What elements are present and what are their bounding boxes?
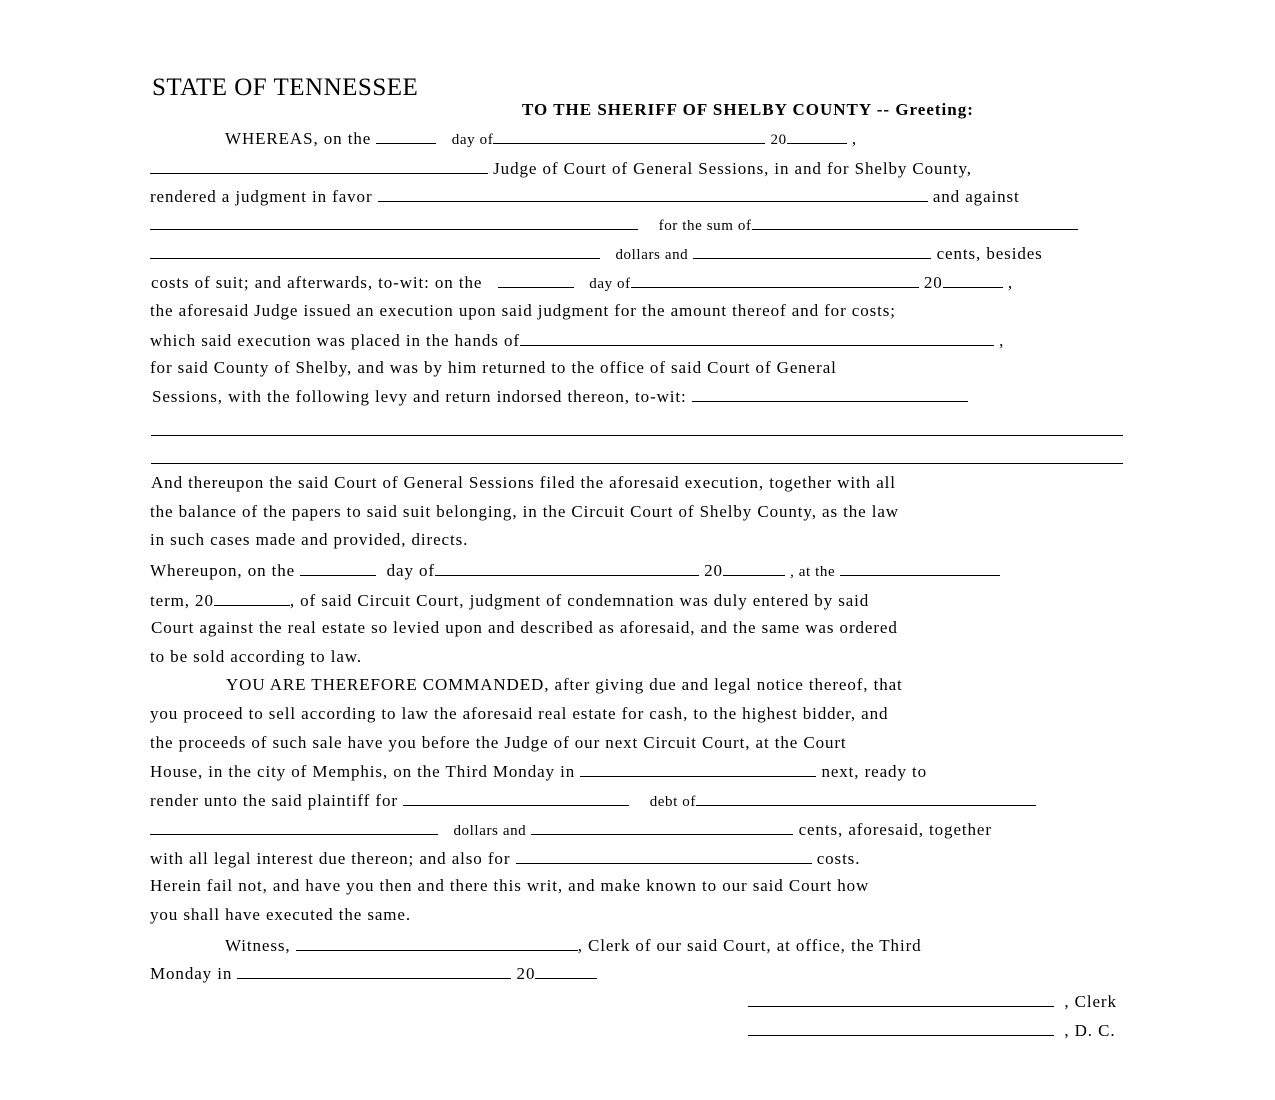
blank-year[interactable]	[787, 128, 847, 144]
monday-in-text: Monday in	[150, 964, 233, 983]
blank-year-2[interactable]	[943, 272, 1003, 288]
levy-rule-1[interactable]	[151, 435, 1123, 436]
dollars-line-2	[150, 819, 992, 841]
monday-line	[150, 963, 597, 984]
to-be-sold-line: to be sold according to law.	[150, 647, 362, 666]
year-prefix-5: 20	[516, 964, 536, 983]
blank-clerk-name[interactable]	[296, 935, 578, 951]
thereupon-line-1: And thereupon the said Court of General Sessions filed the aforesaid execution, together with all	[151, 473, 896, 492]
comma: ,	[851, 129, 857, 148]
thereupon-line-3: in such cases made and provided, directs.	[150, 530, 469, 549]
blank-term[interactable]	[840, 560, 1000, 576]
whereupon-text: Whereupon, on the	[150, 561, 296, 580]
blank-dollars[interactable]	[150, 243, 600, 259]
clerk-of-text: , Clerk of our said Court, at office, the Third	[577, 936, 922, 955]
witness-line	[225, 935, 922, 956]
blank-costs[interactable]	[516, 848, 812, 864]
sum-line	[150, 214, 1078, 236]
blank-sheriff[interactable]	[520, 330, 994, 346]
blank-month[interactable]	[493, 128, 765, 144]
blank-year-3[interactable]	[723, 560, 785, 576]
year-prefix: 20	[770, 132, 787, 148]
clerk-signature-blank[interactable]	[748, 991, 1054, 1007]
blank-plaintiff-2[interactable]	[403, 790, 629, 806]
costs-line	[151, 272, 1013, 294]
witness-text: Witness,	[225, 936, 291, 955]
dollars-and-text: dollars and	[615, 247, 689, 263]
dollars-line	[150, 243, 1043, 265]
sessions-line	[152, 386, 968, 407]
greeting: TO THE SHERIFF OF SHELBY COUNTY -- Greeting:	[522, 100, 974, 119]
blank-plaintiff[interactable]	[378, 186, 928, 202]
blank-month-3[interactable]	[435, 560, 699, 576]
blank-day-3[interactable]	[300, 560, 376, 576]
year-prefix-2: 20	[923, 273, 943, 292]
blank-defendant[interactable]	[150, 214, 638, 230]
day-of-label: day of	[451, 132, 494, 148]
judge-of-text: Judge of Court of General Sessions, in and for Shelby County,	[493, 159, 972, 178]
blank-month-5[interactable]	[237, 963, 511, 979]
thereupon-line-2: the balance of the papers to said suit belonging, in the Circuit Court of Shelby County, as the law	[150, 502, 899, 521]
rendered-line	[150, 186, 1020, 207]
next-ready-text: next, ready to	[821, 762, 928, 781]
of-said-text: , of said Circuit Court, judgment of condemnation was duly entered by said	[289, 591, 870, 610]
state-title: STATE OF TENNESSEE	[152, 74, 419, 101]
dc-label: , D. C.	[1064, 1021, 1116, 1040]
with-all-text: with all legal interest due thereon; and also for	[150, 849, 511, 868]
proceed-line: you proceed to sell according to law the aforesaid real estate for cash, to the highest bidder, and	[150, 704, 889, 723]
for-the-sum-text: for the sum of	[658, 218, 752, 234]
proceeds-line: the proceeds of such sale have you before the Judge of our next Circuit Court, at the Court	[150, 733, 847, 752]
dc-signature-line	[748, 1020, 1115, 1041]
blank-dollars-2[interactable]	[150, 819, 438, 835]
house-text: House, in the city of Memphis, on the Third Monday in	[150, 762, 576, 781]
aforesaid-judge-line: the aforesaid Judge issued an execution upon said judgment for the amount thereof and for costs;	[150, 301, 896, 320]
costs-text: costs.	[816, 849, 861, 868]
clerk-signature-line	[748, 991, 1117, 1012]
which-said-line	[150, 330, 1004, 351]
blank-debt[interactable]	[696, 790, 1036, 806]
debt-of-text: debt of	[649, 794, 696, 810]
at-the-text: , at the	[790, 564, 836, 580]
blank-day[interactable]	[376, 128, 436, 144]
whereas-line	[225, 128, 857, 150]
clerk-label: , Clerk	[1064, 992, 1117, 1011]
whereas-text: WHEREAS, on the	[225, 129, 372, 148]
whereupon-line	[150, 560, 1000, 582]
judge-line	[150, 158, 972, 179]
costs-of-suit-text: costs of suit; and afterwards, to-wit: on the	[151, 273, 483, 292]
herein-line: Herein fail not, and have you then and there this writ, and make known to our said Court how	[150, 876, 870, 895]
blank-term-year[interactable]	[214, 590, 290, 606]
comma-2: ,	[1007, 273, 1014, 292]
executed-line: you shall have executed the same.	[150, 905, 412, 924]
dollars-and-text-2: dollars and	[453, 823, 527, 839]
which-said-text: which said execution was placed in the hands of	[150, 331, 520, 350]
term-line	[150, 590, 869, 611]
render-line	[150, 790, 1036, 812]
commanded-line: YOU ARE THEREFORE COMMANDED, after giving due and legal notice thereof, that	[226, 675, 903, 694]
court-against-line: Court against the real estate so levied upon and described as aforesaid, and the same was ordered	[151, 618, 898, 637]
blank-levy[interactable]	[692, 386, 968, 402]
day-of-label-3: day of	[386, 561, 435, 580]
levy-rule-2[interactable]	[151, 463, 1123, 464]
blank-sum[interactable]	[752, 214, 1078, 230]
year-prefix-3: 20	[704, 561, 723, 580]
render-text: render unto the said plaintiff for	[150, 791, 398, 810]
day-of-label-2: day of	[589, 276, 631, 292]
rendered-text: rendered a judgment in favor	[150, 187, 373, 206]
for-said-county-line: for said County of Shelby, and was by him returned to the office of said Court of General	[150, 358, 837, 377]
blank-judge[interactable]	[150, 158, 488, 174]
blank-cents[interactable]	[693, 243, 931, 259]
blank-month-2[interactable]	[631, 272, 919, 288]
cents-besides-text: cents, besides	[936, 244, 1043, 263]
house-line	[150, 761, 927, 782]
term-text: term, 20	[150, 591, 214, 610]
blank-month-4[interactable]	[580, 761, 816, 777]
and-against-text: and against	[932, 187, 1020, 206]
comma-3: ,	[999, 331, 1005, 350]
cents-aforesaid-text: cents, aforesaid, together	[798, 820, 992, 839]
blank-day-2[interactable]	[498, 272, 574, 288]
dc-signature-blank[interactable]	[748, 1020, 1054, 1036]
blank-cents-2[interactable]	[531, 819, 793, 835]
sessions-with-text: Sessions, with the following levy and return indorsed thereon, to-wit:	[152, 387, 687, 406]
with-all-line	[150, 848, 860, 869]
blank-year-5[interactable]	[535, 963, 597, 979]
